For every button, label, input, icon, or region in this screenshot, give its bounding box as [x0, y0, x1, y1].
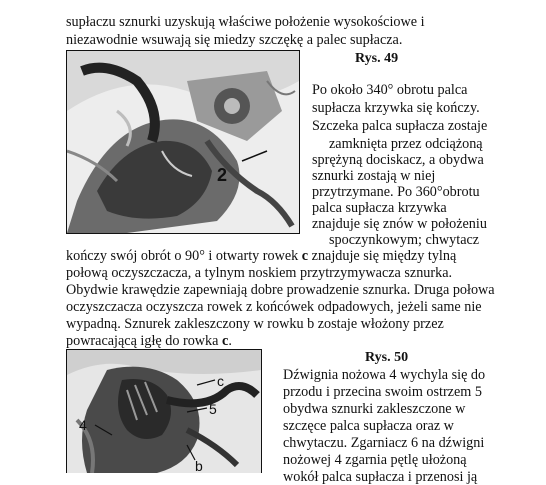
figure-50-label-b: b: [195, 458, 203, 473]
knotter-mechanism-illustration: [67, 51, 299, 233]
figure-50-label-4: 4: [79, 417, 87, 433]
paragraph-line: sznurki zostają w niej: [312, 168, 436, 184]
paragraph-line: supłacza krzywka się kończy.: [312, 100, 480, 116]
paragraph-line: nożowej 4 zgarnia pętlę ułożoną: [283, 452, 467, 468]
paragraph-line: oczyszczacza oczyszcza rowek z końcówek odpadowych, jeżeli same nie: [66, 299, 482, 315]
paragraph-line: kończy swój obrót o 90° i otwarty rowek c znajduje się między tylną: [66, 248, 457, 264]
figure-50-image: [66, 349, 262, 473]
paragraph-line: szczęce palca supłacza oraz w: [283, 418, 454, 434]
figure-50-label-5: 5: [209, 401, 217, 417]
paragraph-line: obydwa sznurki zakleszczone w: [283, 401, 466, 417]
paragraph-line: Szczeka palca supłacza zostaje: [312, 118, 488, 134]
paragraph-line: Po około 340° obrotu palca: [312, 82, 468, 98]
paragraph-line: palca supłacza krzywka: [312, 200, 447, 216]
knife-lever-illustration: [67, 350, 261, 473]
paragraph-line: Obydwie krawędzie zapewniają dobre prowadzenie sznurka. Druga połowa: [66, 282, 495, 298]
paragraph-line: spoczynkowym; chwytacz: [329, 232, 480, 248]
figure-50-caption: Rys. 50: [365, 350, 409, 365]
figure-49-label-2: 2: [217, 165, 228, 185]
paragraph-line: przodu i przecina swoim ostrzem 5: [283, 384, 482, 400]
figure-49-image: [66, 50, 300, 234]
paragraph-line: sprężyną dociskacz, a obydwa: [312, 152, 484, 168]
paragraph-line: wokół palca supłacza i przenosi ją: [283, 469, 478, 485]
paragraph-line: powracającą igłę do rowka c.: [66, 333, 232, 349]
figure-50-label-c: c: [217, 373, 224, 389]
figure-49-caption: Rys. 49: [355, 51, 399, 66]
paragraph-line: wypadną. Sznurek zakleszczony w rowku b zostaje włożony przez: [66, 316, 444, 332]
paragraph-line: niezawodnie wsuwają się miedzy szczękę a palec supłacza.: [66, 32, 403, 48]
paragraph-line: Dźwignia nożowa 4 wychyla się do: [283, 367, 486, 383]
paragraph-line: supłaczu sznurki uzyskują właściwe położenie wysokościowe i: [66, 14, 425, 30]
paragraph-line: przytrzymane. Po 360°obrotu: [312, 184, 480, 200]
paragraph-line: połową oczyszczacza, a tylnym noskiem przytrzymywacza sznurka.: [66, 265, 453, 281]
paragraph-line: znajduje się znów w położeniu: [312, 216, 487, 232]
paragraph-line: zamknięta przez odciążoną: [329, 136, 483, 152]
paragraph-line: chwytaczu. Zgarniacz 6 na dźwigni: [283, 435, 485, 451]
